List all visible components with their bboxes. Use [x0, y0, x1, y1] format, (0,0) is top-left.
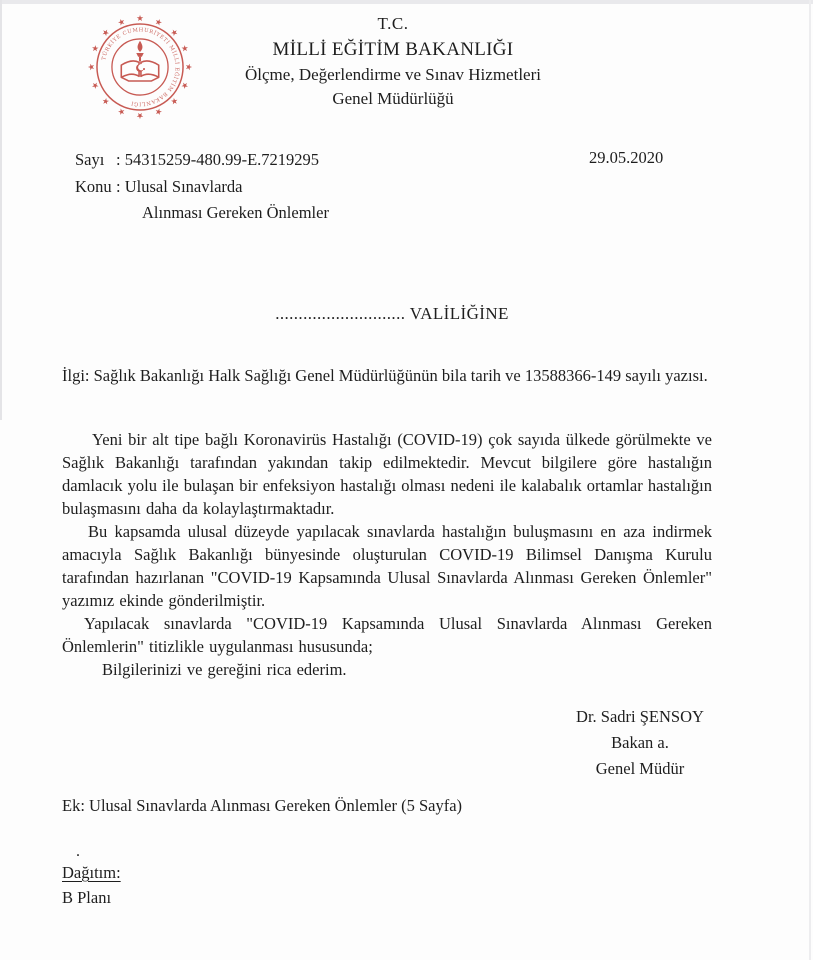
scan-artifact-right	[809, 0, 811, 960]
sayi-label: Sayı	[75, 150, 105, 169]
stray-dot: .	[76, 843, 80, 860]
svg-text:★: ★	[179, 42, 192, 54]
meta-block	[75, 146, 329, 226]
closing-line: Bilgilerinizi ve gereğini rica ederim.	[102, 660, 347, 679]
svg-text:★: ★	[168, 26, 181, 39]
svg-text:★: ★	[179, 80, 192, 92]
attachment-line: Ek: Ulusal Sınavlarda Alınması Gereken Önlemler (5 Sayfa)	[62, 796, 463, 815]
svg-text:★: ★	[136, 110, 144, 121]
svg-text:★: ★	[115, 106, 127, 119]
scan-artifact-top	[0, 0, 813, 4]
konu-value: : Ulusal Sınavlarda	[116, 177, 243, 196]
svg-text:★: ★	[153, 15, 165, 28]
svg-text:★: ★	[88, 42, 101, 54]
reference-line: İlgi: Sağlık Bakanlığı Halk Sağlığı Genel Müdürlüğünün bila tarih ve 13588366-149 sayılı yazısı.	[62, 366, 708, 385]
letter-body	[62, 428, 712, 681]
svg-text:★: ★	[99, 26, 112, 39]
signer-name: Dr. Sadri ŞENSOY	[576, 707, 704, 726]
svg-text:★: ★	[99, 95, 112, 108]
svg-text:★: ★	[168, 95, 181, 108]
header-department: Ölçme, Değerlendirme ve Sınav Hizmetleri	[245, 65, 541, 84]
konu-value-line2: Alınması Gereken Önlemler	[142, 203, 329, 222]
header-directorate: Genel Müdürlüğü	[332, 89, 454, 108]
signer-title1: Bakan a.	[611, 733, 669, 752]
recipient-line: ............................ VALİLİĞİNE	[275, 304, 509, 323]
header-tc: T.C.	[377, 14, 409, 33]
svg-text:★: ★	[115, 15, 127, 28]
svg-text:★: ★	[136, 13, 144, 24]
letterhead	[0, 13, 786, 111]
paragraph-1: Yeni bir alt tipe bağlı Koronavirüs Hastalığı (COVID-19) çok sayıda ülkede görülmekte ve Sağlık Bakanlığı tarafından yakından takip edilmektedir. Mevcut bilgilere göre hastalığın damlacık yolu ile bulaşan bir enfeksiyon hastalığı olması nedeni ile kalabalık ortamlar hastalığın bulaşmasını daha da kolaylaştırmaktadır.	[62, 430, 712, 518]
paragraph-2: Bu kapsamda ulusal düzeyde yapılacak sınavlarda hastalığın buluşmasını en aza indirmek amacıyla Sağlık Bakanlığı bünyesinde oluşturulan COVID-19 Bilimsel Danışma Kurulu tarafından hazırlanan "COVID-19 Kapsamında Ulusal Sınavlarda Alınması Gereken Önlemler" yazımız ekinde gönderilmiştir.	[62, 522, 712, 610]
svg-text:★: ★	[86, 63, 97, 71]
meta-row-konu	[75, 173, 329, 200]
letter-date: 29.05.2020	[589, 148, 664, 167]
signature-block	[555, 704, 725, 782]
distribution-label: Dağıtım:	[62, 863, 121, 882]
svg-text:★: ★	[88, 80, 101, 92]
paragraph-3: Yapılacak sınavlarda "COVID-19 Kapsamında Ulusal Sınavlarda Alınması Gereken Önlemlerin" titizlikle uygulanması hususunda;	[62, 614, 712, 656]
svg-text:★: ★	[153, 106, 165, 119]
signer-title2: Genel Müdür	[595, 759, 685, 778]
sayi-value: : 54315259-480.99-E.7219295	[116, 150, 320, 169]
distribution-value: B Planı	[62, 888, 112, 907]
svg-text:★: ★	[183, 63, 194, 71]
header-ministry: MİLLİ EĞİTİM BAKANLIĞI	[272, 39, 514, 60]
meta-row-sayi	[75, 146, 329, 173]
seal-ring-text: TÜRKİYE CUMHURİYETİ MİLLİ EĞİTİM BAKANLIĞI	[101, 27, 180, 107]
konu-label: Konu	[75, 177, 112, 196]
